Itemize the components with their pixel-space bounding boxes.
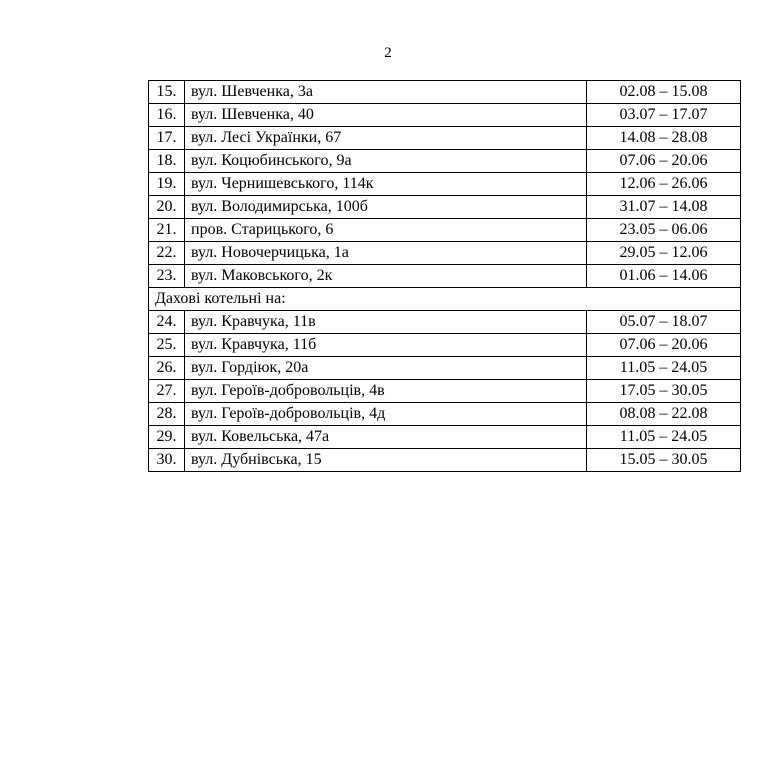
row-period: 12.06 – 26.06 [587,173,741,196]
table-row [149,219,741,242]
table-row [149,196,741,219]
row-period: 11.05 – 24.05 [587,426,741,449]
row-number: 23. [149,265,185,288]
row-number: 17. [149,127,185,150]
table-row [149,265,741,288]
table-row [149,380,741,403]
row-address: вул. Кравчука, 11в [185,311,587,334]
row-number: 22. [149,242,185,265]
row-period: 05.07 – 18.07 [587,311,741,334]
table-row [149,334,741,357]
row-address: вул. Героїв-добровольців, 4в [185,380,587,403]
row-address: вул. Гордіюк, 20а [185,357,587,380]
section-heading: Дахові котельні на: [149,288,741,311]
row-period: 07.06 – 20.06 [587,334,741,357]
row-number: 26. [149,357,185,380]
table-row [149,127,741,150]
row-number: 30. [149,449,185,472]
table-row [149,426,741,449]
row-period: 29.05 – 12.06 [587,242,741,265]
table-row [149,311,741,334]
row-number: 16. [149,104,185,127]
row-number: 25. [149,334,185,357]
row-address: пров. Старицького, 6 [185,219,587,242]
row-period: 11.05 – 24.05 [587,357,741,380]
row-address: вул. Коцюбинського, 9а [185,150,587,173]
table-row [149,403,741,426]
row-number: 27. [149,380,185,403]
section-heading-row [149,288,741,311]
table-row [149,357,741,380]
row-period: 03.07 – 17.07 [587,104,741,127]
row-number: 18. [149,150,185,173]
row-period: 17.05 – 30.05 [587,380,741,403]
page-number: 2 [384,45,392,61]
schedule-table [148,80,741,472]
table-row [149,81,741,104]
row-number: 21. [149,219,185,242]
row-period: 08.08 – 22.08 [587,403,741,426]
table-row [149,150,741,173]
row-address: вул. Кравчука, 11б [185,334,587,357]
row-number: 24. [149,311,185,334]
row-period: 02.08 – 15.08 [587,81,741,104]
row-address: вул. Героїв-добровольців, 4д [185,403,587,426]
row-period: 07.06 – 20.06 [587,150,741,173]
row-number: 20. [149,196,185,219]
row-number: 15. [149,81,185,104]
table-row [149,173,741,196]
row-period: 14.08 – 28.08 [587,127,741,150]
row-address: вул. Маковського, 2к [185,265,587,288]
row-number: 28. [149,403,185,426]
row-address: вул. Шевченка, 40 [185,104,587,127]
row-period: 01.06 – 14.06 [587,265,741,288]
table-row [149,104,741,127]
table-row [149,242,741,265]
row-address: вул. Шевченка, 3а [185,81,587,104]
row-address: вул. Лесі Українки, 67 [185,127,587,150]
row-period: 15.05 – 30.05 [587,449,741,472]
row-period: 23.05 – 06.06 [587,219,741,242]
table-row [149,449,741,472]
row-number: 29. [149,426,185,449]
row-address: вул. Чернишевського, 114к [185,173,587,196]
row-address: вул. Ковельська, 47а [185,426,587,449]
row-address: вул. Дубнівська, 15 [185,449,587,472]
row-period: 31.07 – 14.08 [587,196,741,219]
row-number: 19. [149,173,185,196]
row-address: вул. Володимирська, 100б [185,196,587,219]
row-address: вул. Новочерчицька, 1а [185,242,587,265]
